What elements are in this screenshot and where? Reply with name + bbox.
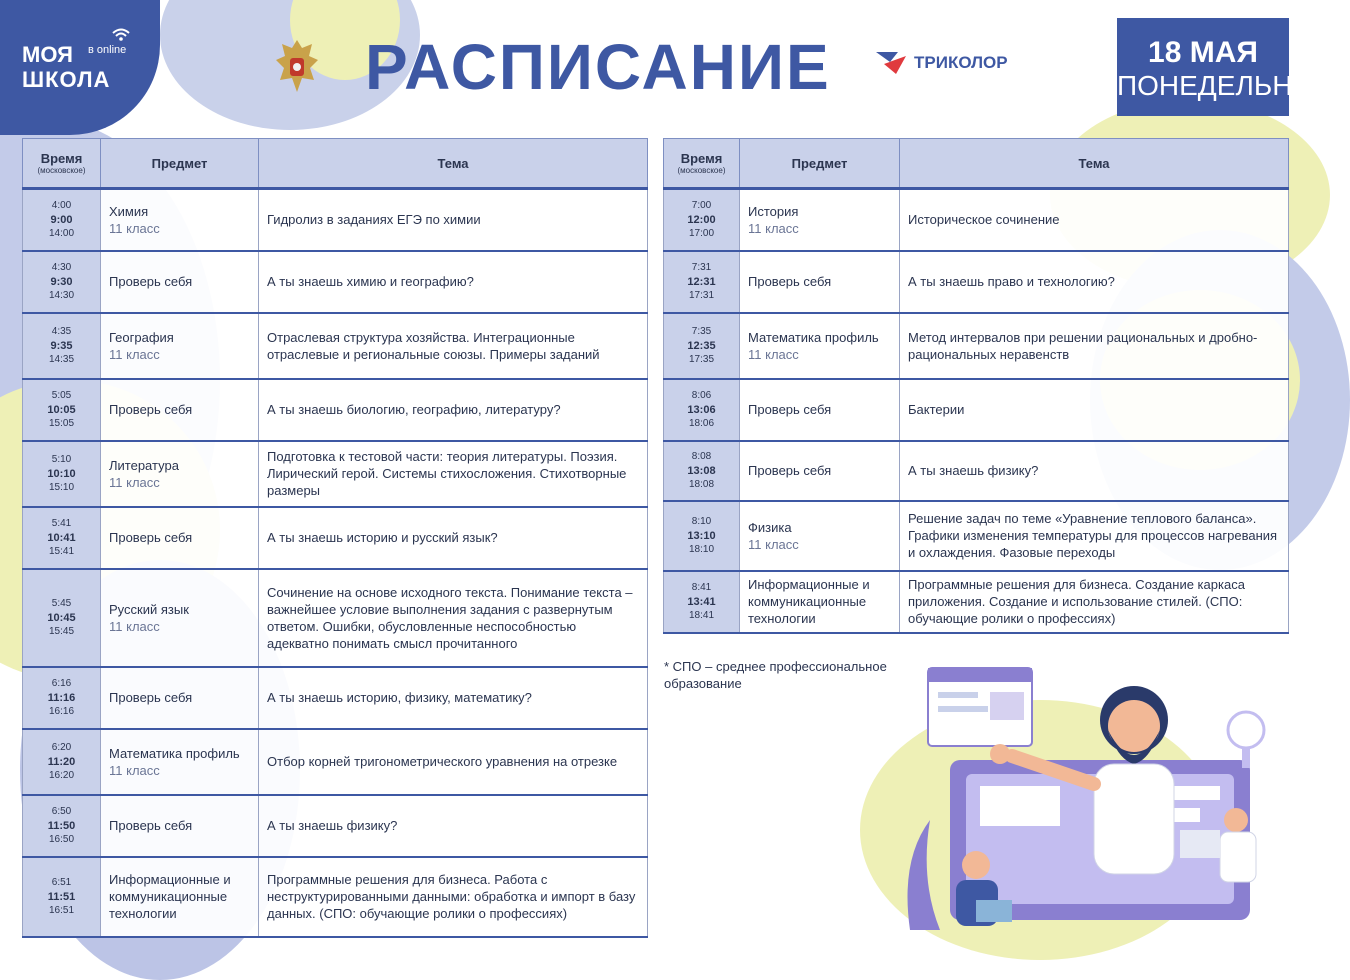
time-local: 16:50 [48, 833, 75, 845]
time-moscow: 13:41 [687, 595, 716, 608]
topic-cell: Отраслевая структура хозяйства. Интеграционные отраслевые и региональные союзы. Примеры заданий [259, 313, 648, 379]
subject-cell [101, 379, 259, 441]
time-local: 15:05 [48, 417, 75, 429]
time-local: 7:35 [691, 325, 712, 337]
table-row [23, 667, 648, 729]
subject-cell [101, 189, 259, 251]
logo-online: в online [88, 44, 127, 56]
grade-label: 11 класс [109, 474, 160, 490]
topic-cell: А ты знаешь химию и географию? [259, 251, 648, 313]
topic-cell: Подготовка к тестовой части: теория литературы. Поэзия. Лирический герой. Системы стихосложения. Стихотворные размеры [259, 441, 648, 507]
subject-cell [101, 729, 259, 795]
time-local: 5:41 [51, 517, 72, 529]
subject-name: Русский язык [109, 601, 189, 617]
date-day: 18 МАЯ [1148, 36, 1258, 69]
topic-cell: А ты знаешь физику? [259, 795, 648, 857]
table-row [664, 189, 1289, 251]
topic-cell: Метод интервалов при решении рациональных и дробно-рациональных неравенств [900, 313, 1289, 379]
subject-name: Математика профиль [748, 329, 879, 345]
grade-label: 11 класс [109, 346, 160, 362]
time-cell [23, 569, 101, 667]
subject-cell [101, 569, 259, 667]
time-local: 14:30 [48, 289, 75, 301]
time-local: 8:06 [691, 389, 712, 401]
time-local: 17:00 [688, 227, 715, 239]
grade-label: 11 класс [748, 536, 799, 552]
table-row [664, 571, 1289, 633]
time-moscow: 10:10 [47, 467, 76, 480]
time-local: 6:51 [51, 876, 72, 888]
school-logo[interactable] [0, 0, 160, 135]
time-local: 17:31 [688, 289, 715, 301]
time-moscow: 12:00 [687, 213, 716, 226]
subject-cell [740, 501, 900, 571]
time-local: 18:08 [688, 478, 715, 490]
grade-label: 11 класс [109, 618, 160, 634]
time-local: 18:06 [688, 417, 715, 429]
subject-name: Проверь себя [748, 463, 832, 478]
topic-cell: Историческое сочинение [900, 189, 1289, 251]
subject-cell [740, 571, 900, 633]
column-topic: Тема [900, 139, 1289, 189]
table-row [664, 379, 1289, 441]
time-cell [23, 189, 101, 251]
time-local: 6:16 [51, 677, 72, 689]
time-moscow: 9:00 [50, 213, 73, 226]
topic-cell: Отбор корней тригонометрического уравнения на отрезке [259, 729, 648, 795]
grade-label: 11 класс [109, 220, 160, 236]
table-row [23, 569, 648, 667]
time-moscow: 10:41 [47, 531, 76, 544]
time-cell [23, 379, 101, 441]
time-cell [664, 379, 740, 441]
time-cell [23, 795, 101, 857]
date-weekday: ПОНЕДЕЛЬНИК [1117, 70, 1329, 101]
table-row [23, 189, 648, 251]
time-moscow: 9:30 [50, 275, 73, 288]
time-cell [664, 313, 740, 379]
time-moscow: 10:45 [47, 611, 76, 624]
tricolor-icon [876, 50, 910, 76]
table-row [23, 313, 648, 379]
table-row [23, 729, 648, 795]
time-local: 18:10 [688, 543, 715, 555]
time-cell [23, 857, 101, 937]
subject-cell [101, 313, 259, 379]
topic-cell: Решение задач по теме «Уравнение теплового баланса». Графики изменения температуры для процессов нагревания и охлаждения. Фазовые переходы [900, 501, 1289, 571]
time-cell [664, 441, 740, 501]
time-local: 14:00 [48, 227, 75, 239]
table-header [23, 139, 648, 189]
subject-name: Проверь себя [748, 402, 832, 417]
time-moscow: 13:08 [687, 464, 716, 477]
time-cell [23, 313, 101, 379]
table-row [23, 795, 648, 857]
time-moscow: 9:35 [50, 339, 73, 352]
topic-cell: А ты знаешь историю, физику, математику? [259, 667, 648, 729]
time-cell [23, 729, 101, 795]
subject-cell [740, 189, 900, 251]
column-subject: Предмет [101, 139, 259, 189]
schedule-table-right [663, 138, 1289, 634]
time-moscow: 13:06 [687, 403, 716, 416]
subject-name: Проверь себя [109, 402, 193, 417]
coat-of-arms-icon [272, 36, 322, 98]
time-local: 4:35 [51, 325, 72, 337]
table-header [664, 139, 1289, 189]
time-local: 15:41 [48, 545, 75, 557]
time-local: 4:00 [51, 199, 72, 211]
table-row [23, 441, 648, 507]
time-local: 6:50 [51, 805, 72, 817]
topic-cell: А ты знаешь историю и русский язык? [259, 507, 648, 569]
subject-name: История [748, 203, 799, 219]
grade-label: 11 класс [748, 220, 799, 236]
time-moscow: 12:35 [687, 339, 716, 352]
time-moscow: 11:50 [47, 819, 76, 832]
table-row [664, 313, 1289, 379]
topic-cell: А ты знаешь право и технологию? [900, 251, 1289, 313]
time-moscow: 13:10 [687, 529, 716, 542]
table-row [664, 251, 1289, 313]
table-row [23, 507, 648, 569]
time-local: 15:45 [48, 625, 75, 637]
subject-name: Математика профиль [109, 745, 240, 761]
subject-cell [101, 441, 259, 507]
table-row [23, 251, 648, 313]
topic-cell: Гидролиз в заданиях ЕГЭ по химии [259, 189, 648, 251]
topic-cell: А ты знаешь биологию, географию, литературу? [259, 379, 648, 441]
wifi-icon [112, 28, 130, 42]
column-time: Время (московское) [664, 139, 740, 189]
time-local: 16:16 [48, 705, 75, 717]
date-badge [1117, 18, 1329, 116]
time-local: 5:05 [51, 389, 72, 401]
subject-name: Проверь себя [109, 530, 193, 545]
time-local: 5:45 [51, 597, 72, 609]
time-cell [23, 667, 101, 729]
time-cell [23, 441, 101, 507]
table-row [664, 441, 1289, 501]
subject-cell [740, 313, 900, 379]
time-local: 8:41 [691, 581, 712, 593]
time-local: 18:41 [688, 609, 715, 621]
subject-name: Проверь себя [109, 690, 193, 705]
subject-cell [101, 795, 259, 857]
logo-text: МОЯ [22, 42, 73, 67]
subject-cell [740, 251, 900, 313]
subject-cell [101, 667, 259, 729]
subject-name: Литература [109, 457, 179, 473]
time-local: 8:08 [691, 450, 712, 462]
subject-cell [740, 441, 900, 501]
time-local: 7:00 [691, 199, 712, 211]
subject-name: Проверь себя [109, 274, 193, 289]
time-cell [664, 189, 740, 251]
time-cell [23, 251, 101, 313]
time-cell [664, 251, 740, 313]
time-cell [664, 571, 740, 633]
column-subject: Предмет [740, 139, 900, 189]
table-row [23, 857, 648, 937]
time-moscow: 10:05 [47, 403, 76, 416]
subject-cell [101, 251, 259, 313]
time-moscow: 12:31 [687, 275, 716, 288]
column-time: Время (московское) [23, 139, 101, 189]
subject-name: Информационные и коммуникационные технологии [748, 577, 870, 626]
page-title: РАСПИСАНИЕ [365, 31, 831, 103]
column-topic: Тема [259, 139, 648, 189]
grade-label: 11 класс [109, 762, 160, 778]
teacher-illustration [880, 660, 1290, 945]
table-row [664, 501, 1289, 571]
partner-logo[interactable] [876, 50, 1008, 76]
time-moscow: 11:16 [47, 691, 76, 704]
partner-name: ТРИКОЛОР [914, 53, 1008, 72]
time-local: 16:20 [48, 769, 75, 781]
table-row [23, 379, 648, 441]
grade-label: 11 класс [748, 346, 799, 362]
subject-cell [101, 507, 259, 569]
topic-cell: Бактерии [900, 379, 1289, 441]
topic-cell: Программные решения для бизнеса. Создание каркаса приложения. Создание и использование стилей. (СПО: обучающие ролики о профессиях) [900, 571, 1289, 633]
subject-name: Информационные и коммуникационные технологии [109, 872, 231, 921]
time-local: 6:20 [51, 741, 72, 753]
subject-cell [740, 379, 900, 441]
time-local: 4:30 [51, 261, 72, 273]
time-local: 14:35 [48, 353, 75, 365]
schedule-table-left [22, 138, 648, 938]
time-cell [664, 501, 740, 571]
time-local: 8:10 [691, 515, 712, 527]
time-local: 5:10 [51, 453, 72, 465]
time-cell [23, 507, 101, 569]
time-moscow: 11:20 [47, 755, 76, 768]
topic-cell: А ты знаешь физику? [900, 441, 1289, 501]
subject-name: Проверь себя [748, 274, 832, 289]
subject-name: География [109, 329, 174, 345]
subject-name: Проверь себя [109, 818, 193, 833]
footnote: * СПО – среднее профессиональное образование [664, 659, 887, 691]
topic-cell: Сочинение на основе исходного текста. Понимание текста – важнейшее условие выполнения задания с развернутым ответом. Ошибки, обусловленные неспособностью адекватно понимать смысл прочитанного [259, 569, 648, 667]
logo-text: ШКОЛА [22, 67, 111, 92]
header [0, 0, 1329, 130]
time-local: 17:35 [688, 353, 715, 365]
subject-cell [101, 857, 259, 937]
topic-cell: Программные решения для бизнеса. Работа с неструктурированными данными: обработка и импорт в базу данных. (СПО: обучающие ролики о профессиях) [259, 857, 648, 937]
subject-name: Химия [109, 203, 149, 219]
time-local: 16:51 [48, 904, 75, 916]
time-local: 7:31 [691, 261, 712, 273]
time-local: 15:10 [48, 481, 75, 493]
time-moscow: 11:51 [47, 890, 76, 903]
subject-name: Физика [748, 519, 792, 535]
